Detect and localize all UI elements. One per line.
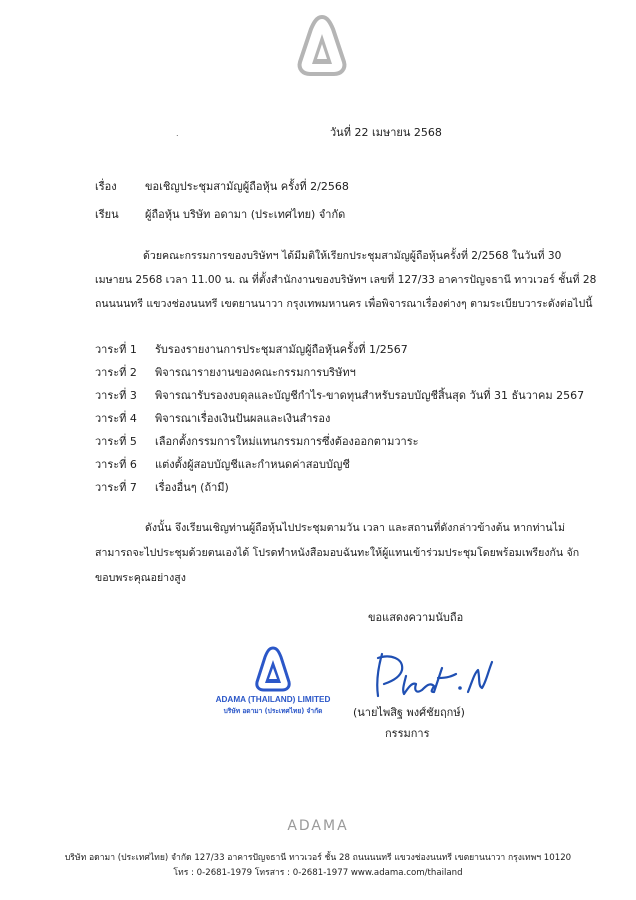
signer-title: กรรมการ: [385, 727, 430, 740]
invitation-line: สามารถจะไปประชุมด้วยตนเองได้ โปรดทำหนังสือมอบฉันทะให้ผู้แทนเข้าร่วมประชุมโดยพร้อมเพรียงกัน จัก: [95, 547, 580, 559]
agenda-text: พิจารณารับรองงบดุลและบัญชีกำไร-ขาดทุนสำหรับรอบบัญชีสิ้นสุด วันที่ 31 ธันวาคม 2567: [155, 389, 585, 402]
intro-line: ถนนนนทรี แขวงช่องนนทรี เขตยานนาวา กรุงเทพมหานคร เพื่อพิจารณาเรื่องต่างๆ ตามระเบียบวาระดังต่อไปนี้: [95, 298, 593, 310]
agenda-number: วาระที่ 4: [95, 412, 137, 425]
signature: [368, 648, 498, 706]
agenda-item: [95, 366, 615, 380]
stamp-logo-icon: [257, 648, 289, 690]
agenda-number: วาระที่ 6: [95, 458, 137, 471]
stamp-thai-name: บริษัท อดามา (ประเทศไทย) จำกัด: [223, 707, 323, 715]
agenda-text: เลือกตั้งกรรมการใหม่แทนกรรมการซึ่งต้องออกตามวาระ: [155, 435, 419, 448]
agenda-item: [95, 435, 615, 449]
recipient-text: ผู้ถือหุ้น บริษัท อดามา (ประเทศไทย) จำกัด: [145, 208, 346, 221]
agenda-number: วาระที่ 3: [95, 389, 137, 402]
letter-date: วันที่ 22 เมษายน 2568: [330, 126, 442, 139]
closing-salutation: ขอแสดงความนับถือ: [368, 611, 464, 624]
agenda-number: วาระที่ 7: [95, 481, 137, 494]
agenda-text: รับรองรายงานการประชุมสามัญผู้ถือหุ้นครั้งที่ 1/2567: [155, 343, 408, 356]
intro-line: ด้วยคณะกรรมการของบริษัทฯ ได้มีมติให้เรียกประชุมสามัญผู้ถือหุ้นครั้งที่ 2/2568 ในวันที่ 30: [143, 250, 562, 262]
signer-name: (นายไพสิฐ พงศ์ชัยฤกษ์): [353, 706, 465, 719]
agenda-number: วาระที่ 1: [95, 343, 137, 356]
agenda-text: แต่งตั้งผู้สอบบัญชีและกำหนดค่าสอบบัญชี: [155, 458, 350, 471]
agenda-text: พิจารณาเรื่องเงินปันผลและเงินสำรอง: [155, 412, 331, 425]
agenda-text: พิจารณารายงานของคณะกรรมการบริษัทฯ: [155, 366, 356, 379]
stamp-english-name: ADAMA (THAILAND) LIMITED: [215, 695, 331, 704]
subject-label: เรื่อง: [95, 180, 117, 193]
footer-address: บริษัท อดามา (ประเทศไทย) จำกัด 127/33 อาคารปัญจธานี ทาวเวอร์ ชั้น 28 ถนนนนทรี แขวงช่องนนทรี เขตยานนาวา กรุงเทพฯ 10120: [64, 853, 572, 863]
invitation-line: ดังนั้น จึงเรียนเชิญท่านผู้ถือหุ้นไปประชุมตามวัน เวลา และสถานที่ดังกล่าวข้างต้น หากท่านไม่: [145, 522, 565, 534]
intro-paragraph: [95, 249, 605, 321]
agenda-item: [95, 412, 615, 426]
subject-text: ขอเชิญประชุมสามัญผู้ถือหุ้น ครั้งที่ 2/2568: [145, 180, 349, 193]
recipient-label: เรียน: [95, 208, 119, 221]
agenda-text: เรื่องอื่นๆ (ถ้ามี): [155, 481, 229, 494]
intro-line: เมษายน 2568 เวลา 11.00 น. ณ ที่ตั้งสำนักงานของบริษัทฯ เลขที่ 127/33 อาคารปัญจธานี ทาวเวอร์ ชั้นที่ 28: [95, 274, 597, 286]
footer-brand: ADAMA: [287, 818, 349, 834]
footer-contact: โทร : 0-2681-1979 โทรสาร : 0-2681-1977 www.adama.com/thailand: [173, 868, 463, 878]
adama-logo-icon: [296, 14, 348, 78]
agenda-item: [95, 481, 615, 495]
invitation-line: ขอบพระคุณอย่างสูง: [95, 572, 186, 584]
agenda-item: [95, 343, 615, 357]
agenda-item: [95, 389, 615, 403]
agenda-number: วาระที่ 2: [95, 366, 137, 379]
margin-dot: .: [176, 129, 179, 138]
company-stamp: [210, 644, 336, 724]
agenda-item: [95, 458, 615, 472]
agenda-number: วาระที่ 5: [95, 435, 137, 448]
invitation-paragraph: [95, 521, 605, 596]
